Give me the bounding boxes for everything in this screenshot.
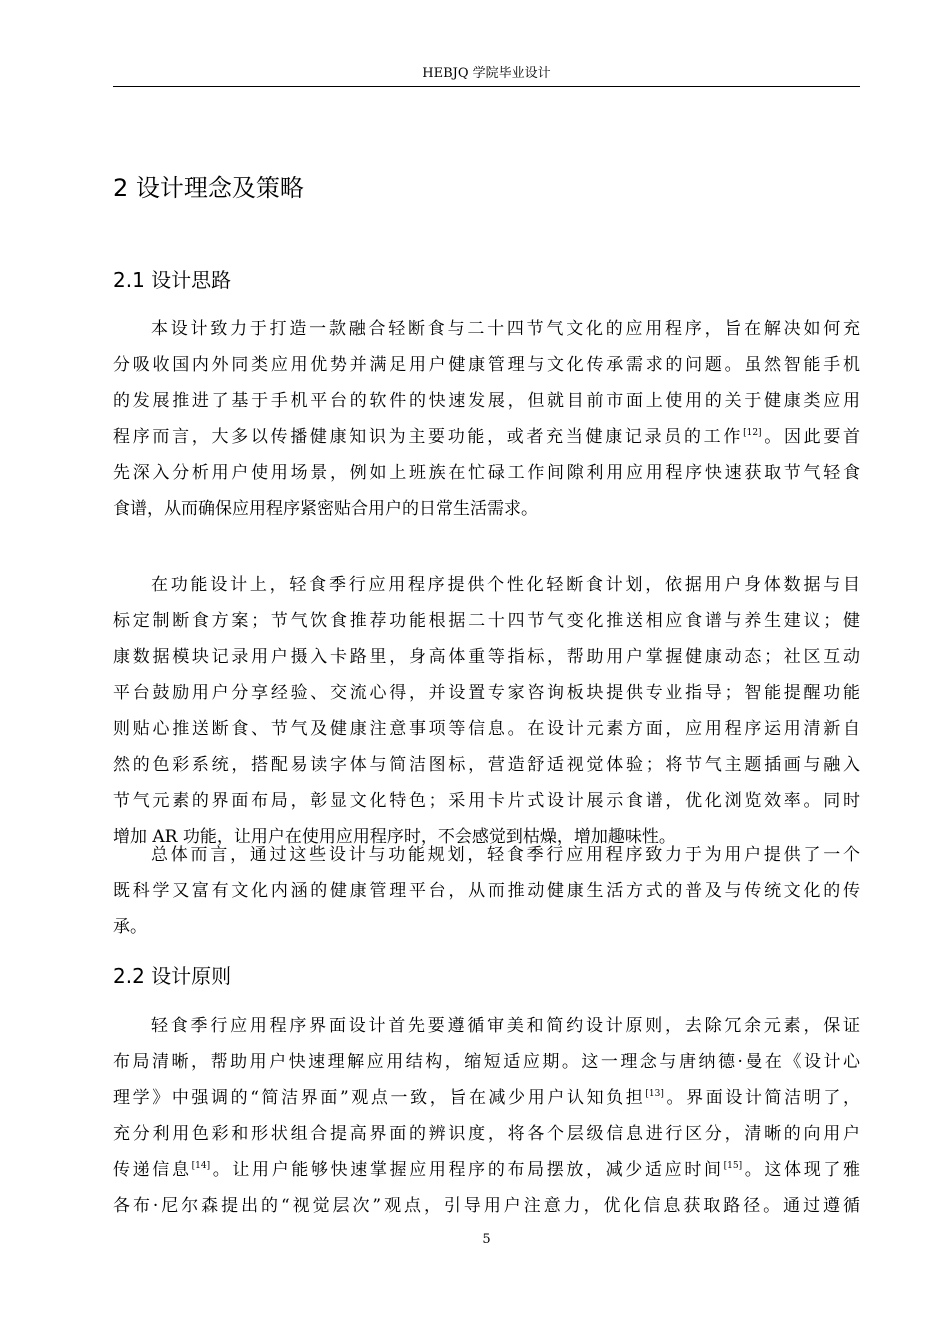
citation-13: [13]	[645, 1089, 664, 1099]
paragraph-2-1-2	[113, 567, 860, 855]
text-line: 标定制断食方案；节气饮食推荐功能根据二十四节气变化推送相应食谱与养生建议；健	[113, 611, 860, 631]
citation-14: [14]	[191, 1161, 211, 1171]
text-line: 各布·尼尔森提出的“视觉层次”观点，引导用户注意力，优化信息获取路径。通过遵循	[113, 1196, 860, 1216]
text-line	[113, 1152, 860, 1188]
text-fragment: 。让用户能够快速掌握应用程序的布局摆放，减少适应时间	[210, 1160, 724, 1180]
text-fragment: 程序而言，大多以传播健康知识为主要功能，或者充当健康记录员的工作	[113, 427, 744, 447]
paragraph-2-1-3	[113, 837, 860, 945]
text-fragment: 传递信息	[113, 1160, 192, 1180]
section-heading-2-2: 2.2 设计原则	[113, 964, 232, 988]
text-line: 轻食季行应用程序界面设计首先要遵循审美和简约设计原则，去除冗余元素，保证	[151, 1016, 860, 1036]
text-fragment: 理学》中强调的“简洁界面”观点一致，旨在减少用户认知负担	[113, 1088, 646, 1108]
text-line: 在功能设计上，轻食季行应用程序提供个性化轻断食计划，依据用户身体数据与目	[151, 575, 860, 595]
running-header: HEBJQ 学院毕业设计	[422, 66, 551, 81]
text-line: 食谱，从而确保应用程序紧密贴合用户的日常生活需求。	[113, 499, 538, 519]
text-line: 充分利用色彩和形状组合提高界面的辨识度，将各个层级信息进行区分，清晰的向用户	[113, 1124, 860, 1144]
text-line: 布局清晰，帮助用户快速理解应用结构，缩短适应期。这一理念与唐纳德·曼在《设计心	[113, 1052, 860, 1072]
chapter-heading: 2 设计理念及策略	[113, 174, 304, 202]
paragraph-2-1-1	[113, 311, 860, 527]
text-line: 则贴心推送断食、节气及健康注意事项等信息。在设计元素方面，应用程序运用清新自	[113, 719, 860, 739]
paragraph-2-2-1	[113, 1008, 860, 1224]
citation-15: [15]	[723, 1161, 743, 1171]
text-fragment: 。因此要首	[761, 427, 861, 447]
text-line	[113, 419, 860, 455]
page-number: 5	[482, 1232, 491, 1247]
text-line	[113, 1080, 860, 1116]
citation-12: [12]	[743, 428, 762, 438]
text-line: 康数据模块记录用户摄入卡路里，身高体重等指标，帮助用户掌握健康动态；社区互动	[113, 647, 860, 667]
text-line: 然的色彩系统，搭配易读字体与简洁图标，营造舒适视觉体验；将节气主题插画与融入	[113, 755, 860, 775]
text-line: 分吸收国内外同类应用优势并满足用户健康管理与文化传承需求的问题。虽然智能手机	[113, 355, 860, 375]
text-line: 的发展推进了基于手机平台的软件的快速发展，但就目前市面上使用的关于健康类应用	[113, 391, 860, 411]
text-line: 既科学又富有文化内涵的健康管理平台，从而推动健康生活方式的普及与传统文化的传	[113, 881, 860, 901]
text-line: 本设计致力于打造一款融合轻断食与二十四节气文化的应用程序，旨在解决如何充	[151, 319, 860, 339]
text-line: 承。	[113, 917, 147, 937]
header-divider	[113, 86, 860, 87]
text-line: 平台鼓励用户分享经验、交流心得，并设置专家咨询板块提供专业指导；智能提醒功能	[113, 683, 860, 703]
text-fragment: 。这体现了雅	[742, 1160, 861, 1180]
section-heading-2-1: 2.1 设计思路	[113, 268, 232, 292]
text-line: 增加 AR 功能，让用户在使用应用程序时，不会感觉到枯燥，增加趣味性。	[113, 827, 676, 847]
text-fragment: 。界面设计简洁明了，	[663, 1088, 860, 1108]
text-line: 节气元素的界面布局，彰显文化特色；采用卡片式设计展示食谱，优化浏览效率。同时	[113, 791, 860, 811]
text-line: 先深入分析用户使用场景，例如上班族在忙碌工作间隙利用应用程序快速获取节气轻食	[113, 463, 860, 483]
text-line: 总体而言，通过这些设计与功能规划，轻食季行应用程序致力于为用户提供了一个	[151, 845, 860, 865]
